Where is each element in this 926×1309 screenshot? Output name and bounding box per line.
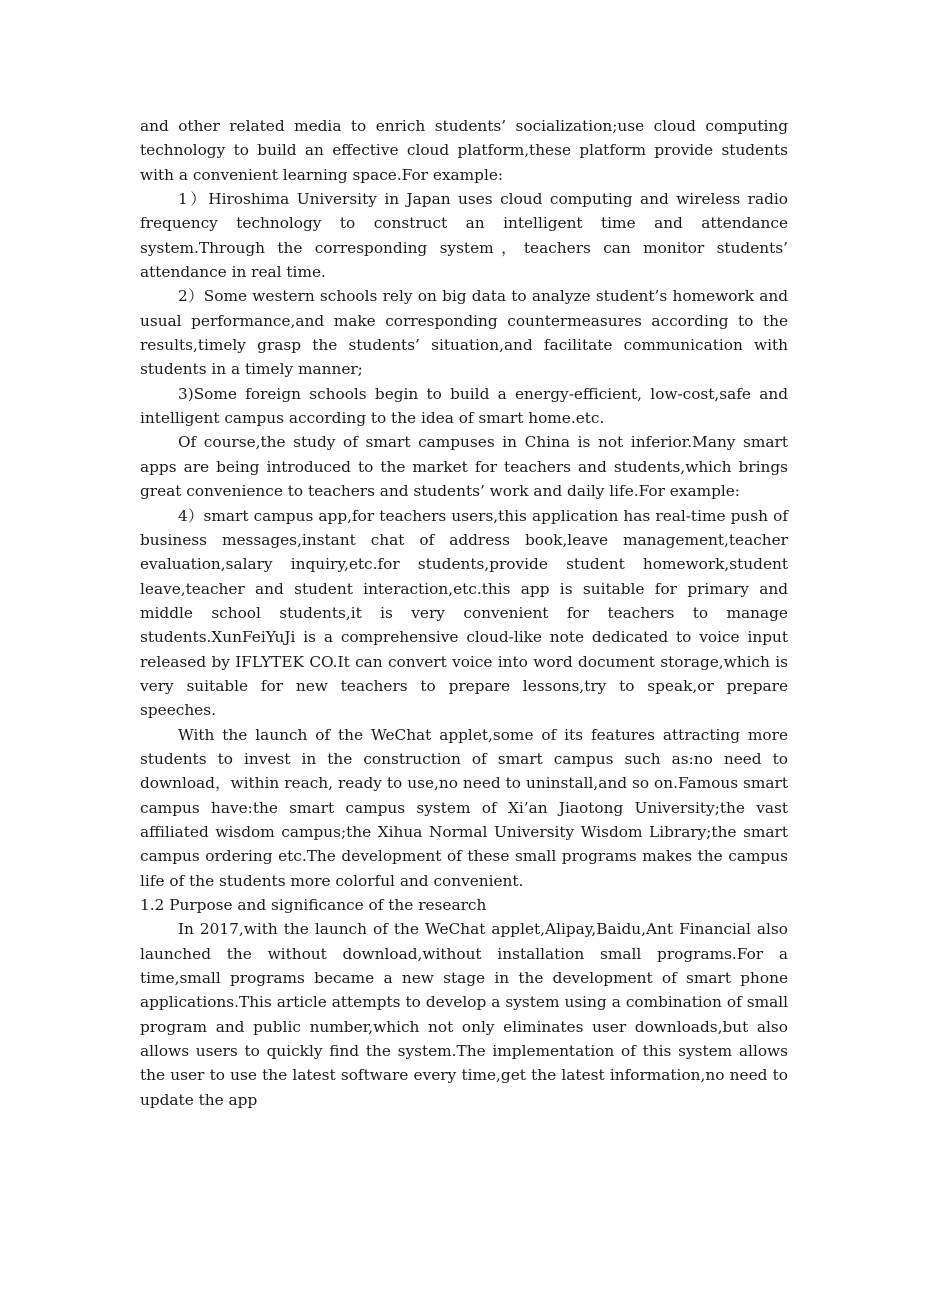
- paragraph-china-smart-campus: Of course,the study of smart campuses in China is not inferior.Many smart apps are being introduced to the market for teachers and students,which brings great convenience to teachers and students’ work and daily life.For example:: [140, 433, 788, 501]
- section-heading: 1.2 Purpose and significance of the research: [140, 896, 487, 914]
- document-page: [140, 114, 788, 1112]
- paragraph-purpose: In 2017,with the launch of the WeChat applet,Alipay,Baidu,Ant Financial also launched the without download,without installation small programs.For a time,small programs became a new stage in the development of smart phone applications.This article attempts to develop a system using a combination of small program and public number,which not only eliminates user downloads,but also allows users to quickly find the system.The implementation of this system allows the user to use the latest software every time,get the latest information,no need to update the app: [140, 920, 788, 1109]
- paragraph-example-hiroshima: 1）Hiroshima University in Japan uses cloud computing and wireless radio frequency technology to construct an intelligent time and attendance system.Through the corresponding system，teachers can monitor students’ attendance in real time.: [140, 190, 788, 282]
- paragraph-intro-continuation: and other related media to enrich students’ socialization;use cloud computing technology to build an effective cloud platform,these platform provide students with a convenient learning space.For example:: [140, 117, 788, 184]
- paragraph-example-foreign-schools: 3)Some foreign schools begin to build a energy-efficient, low-cost,safe and intelligent campus according to the idea of smart home.etc.: [140, 384, 788, 428]
- paragraph-example-western-schools: 2）Some western schools rely on big data to analyze student’s homework and usual performance,and make corresponding countermeasures according to the results,timely grasp the students’ situation,and facilitate communication with students in a timely manner;: [140, 287, 788, 379]
- paragraph-wechat-applet: With the launch of the WeChat applet,some of its features attracting more students to invest in the construction of smart campus such as:no need to download，within reach, ready to use,no need to uninstall,and so on.Famous smart campus have:the smart campus system of Xi’an Jiaotong University;the vast affiliated wisdom campus;the Xihua Normal University Wisdom Library;the smart campus ordering etc.The development of these small programs makes the campus life of the students more colorful and convenient.: [140, 725, 788, 890]
- paragraph-example-smart-campus-app: 4）smart campus app,for teachers users,this application has real-time push of business messages,instant chat of address book,leave management,teacher evaluation,salary inquiry,etc.for students,provide student homework,student leave,teacher and student interaction,etc.this app is suitable for primary and middle school students,it is very convenient for teachers to manage students.XunFeiYuJi is a comprehensive cloud-like note dedicated to voice input released by IFLYTEK CO.It can convert voice into word document storage,which is very suitable for new teachers to prepare lessons,try to speak,or prepare speeches.: [140, 506, 788, 720]
